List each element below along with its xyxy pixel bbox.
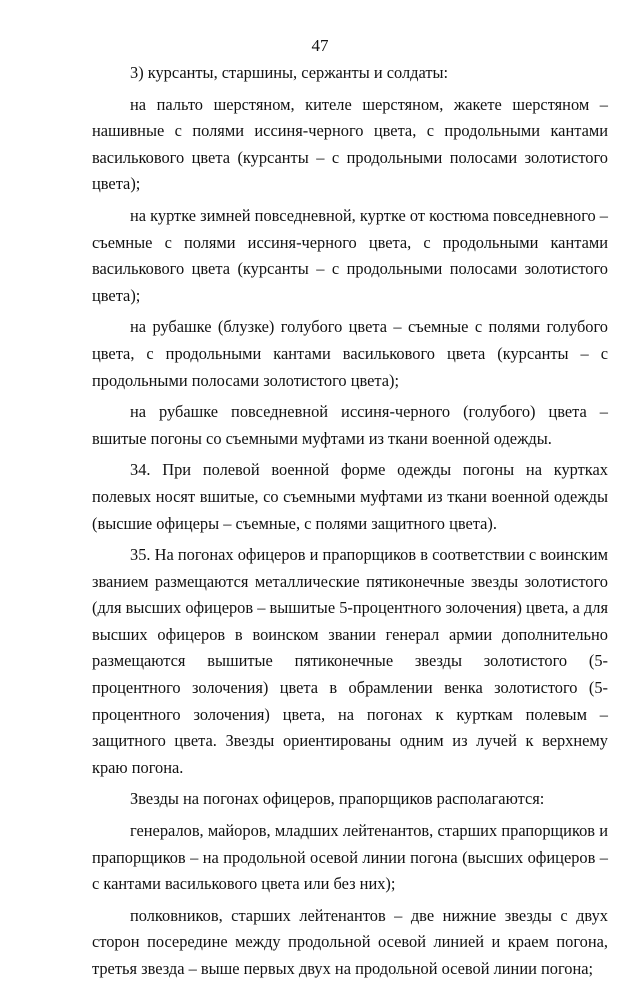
document-body (92, 60, 608, 988)
paragraph: генералов, майоров, младших лейтенантов, старших прапорщиков и прапорщиков – на продольной осевой линии погона (высших офицеров – с кантами василькового цвета или без них); (92, 821, 608, 894)
paragraph: 35. На погонах офицеров и прапорщиков в соответствии с воинским званием размещаются металлические пятиконечные звезды золотистого (для высших офицеров – вышитые 5-процентного золочения) цвета, а для высших офицеров в воинском звании генерал армии дополнительно размещаются вышитые пятиконечные звезды золотистого (5-процентного золочения) цвета в обрамлении венка золотистого (5-процентного золочения) цвета, на погонах к курткам полевым – защитного цвета. Звезды ориентированы одним из лучей к верхнему краю погона. (92, 545, 608, 777)
page-number: 47 (311, 36, 329, 55)
paragraph: полковников, старших лейтенантов – две нижние звезды с двух сторон посередине между продольной осевой линией и краем погона, третья звезда – выше первых двух на продольной осевой линии погона; (92, 905, 608, 978)
paragraph: Звезды на погонах офицеров, прапорщиков располагаются: (130, 789, 545, 809)
paragraph: на рубашке (блузке) голубого цвета – съемные с полями голубого цвета, с продольными кантами василькового цвета (курсанты – с продольными полосами золотистого цвета); (92, 317, 608, 390)
paragraph: на рубашке повседневной иссиня-черного (голубого) цвета – вшитые погоны со съемными муфтами из ткани военной одежды. (92, 402, 608, 448)
paragraph: на куртке зимней повседневной, куртке от костюма повседневного – съемные с полями иссиня-черного цвета, с продольными кантами василькового цвета (курсанты – с продольными полосами золотистого цвета); (92, 205, 608, 305)
paragraph: 34. При полевой военной форме одежды погоны на куртках полевых носят вшитые, со съемными муфтами из ткани военной одежды (высшие офицеры – съемные, с полями защитного цвета). (92, 460, 608, 533)
paragraph: на пальто шерстяном, кителе шерстяном, жакете шерстяном – нашивные с полями иссиня-черного цвета, с продольными кантами василькового цвета (курсанты – с продольными полосами золотистого цвета); (92, 94, 608, 194)
paragraph: 3) курсанты, старшины, сержанты и солдаты: (130, 63, 449, 82)
